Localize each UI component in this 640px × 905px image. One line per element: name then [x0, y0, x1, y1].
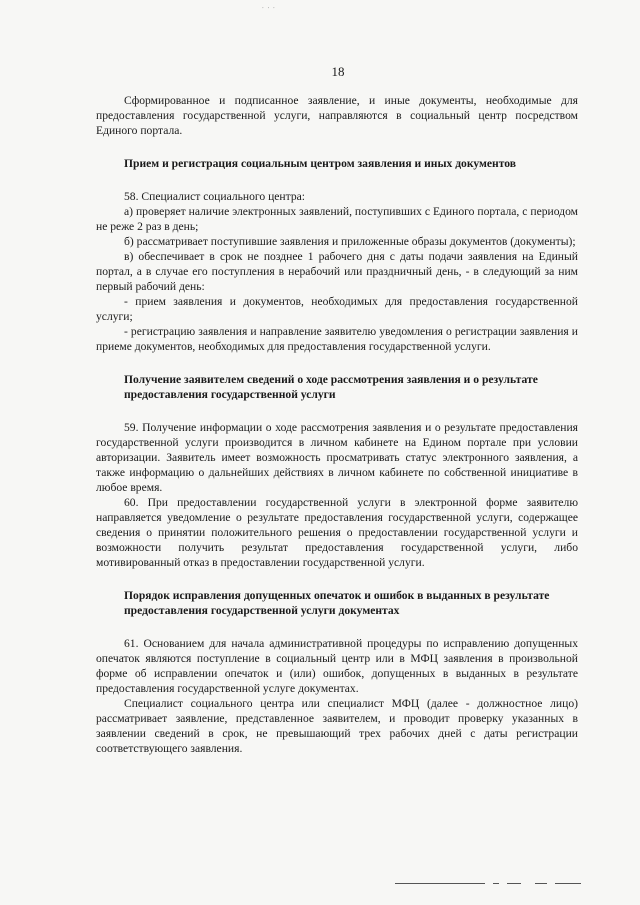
section-heading-reception: Прием и регистрация социальным центром заявления и иных документов	[124, 157, 517, 170]
paragraph-59: 59. Получение информации о ходе рассмотрения заявления и о результате предоставления государственной услуги производится в личном кабинете на Едином портале при условии авторизации. Заявитель имеет возможность просматривать статус электронного заявления, а также информацию о дальнейших действиях в личном кабинете по собственной инициативе в любое время.	[96, 421, 578, 494]
document-body	[96, 93, 578, 756]
section-heading-corrections-line2: предоставления государственной услуги документах	[124, 604, 400, 617]
paragraph-61-second: Специалист социального центра или специалист МФЦ (далее - должностное лицо) рассматривает заявление, представленное заявителем, и проводит проверку указанных в заявлении сведений в срок, не превышающий трех рабочих дней с даты регистрации соответствующего заявления.	[96, 697, 578, 755]
paragraph-60: 60. При предоставлении государственной услуги в электронной форме заявителю направляется уведомление о результате предоставления государственной услуги, содержащее сведения о принятии положительного решения о предоставлении государственной услуги и возможности получить результат предоставления государственной услуги, либо мотивированный отказ в предоставлении государственной услуги.	[96, 496, 578, 569]
paragraph-58a: а) проверяет наличие электронных заявлений, поступивших с Единого портала, с периодом не реже 2 раз в день;	[96, 205, 578, 233]
paragraph-58c-item-1: - прием заявления и документов, необходимых для предоставления государственной услуги;	[96, 295, 578, 323]
section-heading-corrections: Порядок исправления допущенных опечаток и ошибок в выданных в результате	[124, 589, 550, 602]
paragraph-58b: б) рассматривает поступившие заявления и приложенные образы документов (документы);	[124, 235, 576, 248]
bottom-scan-lines	[395, 880, 585, 888]
paragraph-61: 61. Основанием для начала административной процедуры по исправлению допущенных опечаток являются поступление в социальный центр или в МФЦ заявления в произвольной форме об исправлении опечаток и (или) ошибок, допущенных в выданных в результате предоставления государственной услуге документах.	[96, 637, 578, 695]
paragraph-58c: в) обеспечивает в срок не позднее 1 рабочего дня с даты подачи заявления на Единый портал, а в случае его поступления в нерабочий или праздничный день, - в следующий за ним первый рабочий день:	[96, 250, 578, 293]
paragraph-58: 58. Специалист социального центра:	[124, 190, 305, 203]
top-scan-mark: ∙ ∙ ∙	[262, 4, 276, 12]
intro-paragraph: Сформированное и подписанное заявление, и иные документы, необходимые для предоставления государственной услуги, направляются в социальный центр посредством Единого портала.	[96, 94, 578, 137]
paragraph-58c-item-2: - регистрацию заявления и направление заявителю уведомления о регистрации заявления и приеме документов, необходимых для предоставления государственной услуги.	[96, 325, 578, 353]
section-heading-status: Получение заявителем сведений о ходе рассмотрения заявления и о результате	[124, 373, 538, 386]
page-number: 18	[331, 64, 345, 79]
section-heading-status-line2: предоставления государственной услуги	[124, 388, 336, 401]
